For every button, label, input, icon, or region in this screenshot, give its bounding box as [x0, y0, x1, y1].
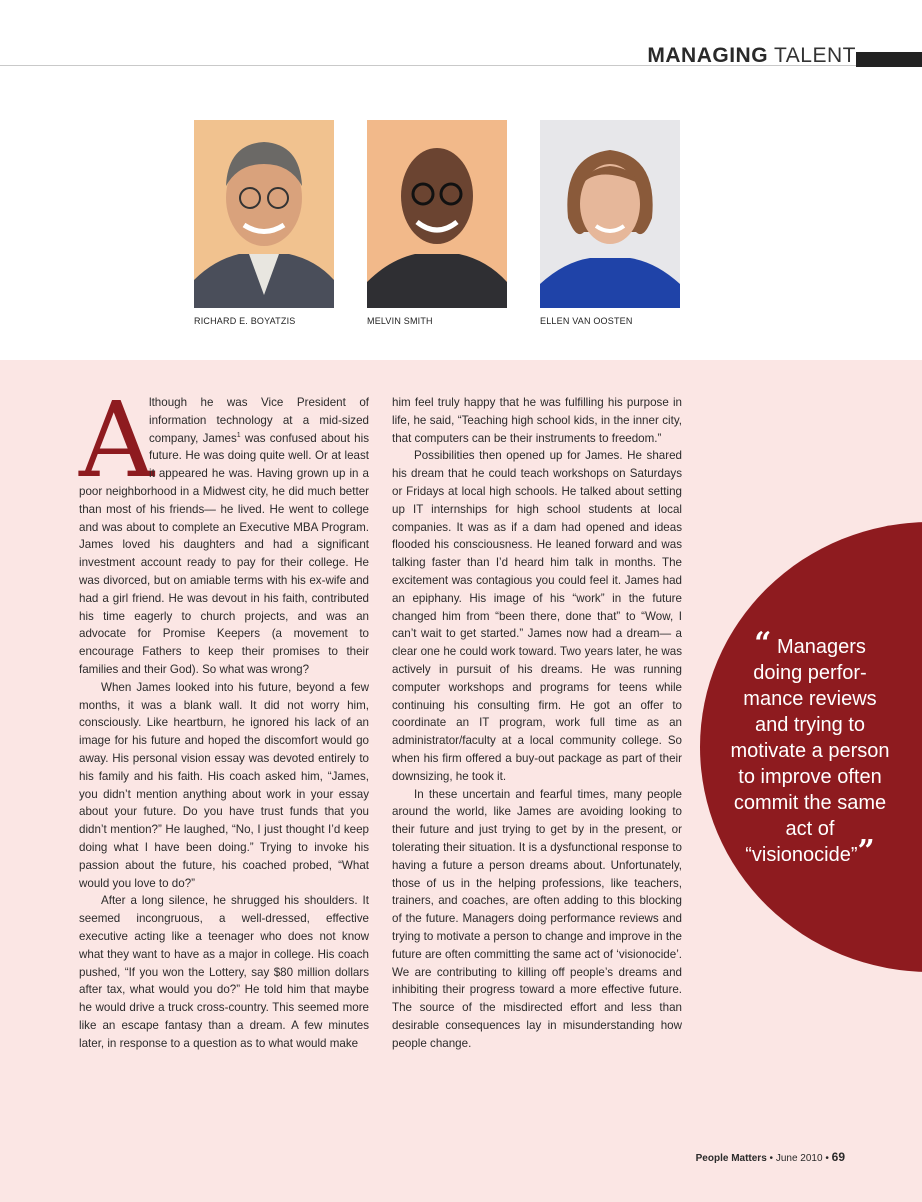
article-column-1: [79, 379, 369, 1052]
open-quote-mark: “: [754, 626, 772, 661]
photo-ellen-van-oosten: [540, 120, 680, 308]
publication-name: People Matters: [695, 1153, 767, 1164]
footnote-ref: 1: [236, 431, 241, 439]
paragraph: A lthough he was Vice President of information technology at a mid-sized company, James$^1$ was confused about his future. He was doing quite well. Or at least it appeared he was. Having grown up in a poor neighborhood in a Midwest city, he did much better than most of his friends— he lived. He went to college and was about to complete an Executive MBA Program. James loved his daughters and had a significant investment account ready to pay for their college. He was divorced, but on amiable terms with his ex-wife and had a girl friend. He was devout in his faith, contributed his time eagerly to church projects, and was an advocate for Promise Keepers (a movement to encourage Fathers to keep their promises to their families and their God). So what was wrong?: [79, 379, 369, 676]
article-column-2: [392, 394, 682, 1052]
header-accent-block: [856, 52, 922, 67]
footer-separator: •: [769, 1153, 774, 1164]
photo-caption: RICHARD E. BOYATZIS: [194, 316, 296, 326]
paragraph: In these uncertain and fearful times, many people around the world, like James are avoiding looking to their future and just trying to get by in the present, or tolerating their situation. It is a dysfunctional response to having a future a person dreams about. Unfortunately, those of us in the helping professions, like teachers, trainers, and coaches, are often adding to this blocking of the future. Managers doing performance reviews and trying to motivate a person to change and improve in the future are often committing the same act of ‘visionocide’. We are contributing to killing off people’s dreams and inhibiting their progress toward a more effective future. The source of the misdirected effort and less than desirable consequences lay in misunderstanding how people change.: [392, 787, 682, 1050]
paragraph: Possibilities then opened up for James. He shared his dream that he could teach workshops on Saturdays or Fridays at local high schools. He talked about setting up IT internships for high school students at local companies. It was as if a dam had opened and ideas flooded his consciousness. He leaned forward and was talking faster than I’d heard him talk in months. The excitement was contagious you could feel it. James had an epiphany. His image of his “work” in the future changed him from “been there, done that” to “Wow, I can’t wait to get started.” James now had a dream— a clear one he could work toward. Two years later, he was actively in pursuit of his dreams. He was running computer workshops and programs for teens while continuing his consulting firm. He got an offer to coordinate an IT program, work full time as an administrator/faculty at a local community college. So when his firm offered a buy-out package as part of their downsizing, he took it.: [392, 449, 682, 783]
pullquote-text: Managers doing perfor-mance reviews and trying to motivate a person to improve often commit the same act of “visionocide”: [730, 636, 890, 866]
photo-richard-boyatzis: [194, 120, 334, 308]
photo-caption: MELVIN SMITH: [367, 316, 433, 326]
footer-separator: •: [825, 1153, 829, 1164]
section-title-light: TALENT: [774, 44, 856, 67]
photo-melvin-smith: [367, 120, 507, 308]
drop-cap: A: [79, 379, 155, 501]
paragraph: After a long silence, he shrugged his shoulders. It seemed incongruous, a well-dressed, effective executive acting like a teenager who does not know what they want to have as a major in college. His coach pushed, “If you won the Lottery, say $80 million dollars after tax, what would you do?” He told him that maybe he would drive a truck cross-country. This seemed more like an escape fantasy than a dream. A few minutes later, in response to a question as to what would make: [79, 894, 369, 1050]
close-quote-mark: ”: [857, 834, 875, 869]
pullquote: [730, 626, 890, 869]
page-footer: [696, 1150, 845, 1164]
paragraph: When James looked into his future, beyond a few months, it was a blank wall. It did not worry him, consciously. Like heartburn, he ignored his lack of an image for his future and hoped the discomfort would go away. His personal vision essay was devoted entirely to his family and his faith. His coach asked him, “James, you didn’t mention anything about work in your essay about your future. Do you have trust funds that you didn’t mention?” He laughed, “No, I just thought I’d keep doing what I have been doing.” Trying to invoke his passion about the future, his coached probed, “What would you love to do?”: [79, 680, 369, 890]
photo-caption: ELLEN VAN OOSTEN: [540, 316, 633, 326]
paragraph: him feel truly happy that he was fulfilling his purpose in life, he said, “Teaching high school kids, in the inner city, that computers can be their instruments to freedom.”: [392, 396, 682, 445]
section-title-bold: MANAGING: [647, 44, 769, 67]
page-number: 69: [831, 1150, 845, 1164]
section-title: [647, 44, 856, 68]
issue-date: June 2010: [775, 1153, 823, 1164]
